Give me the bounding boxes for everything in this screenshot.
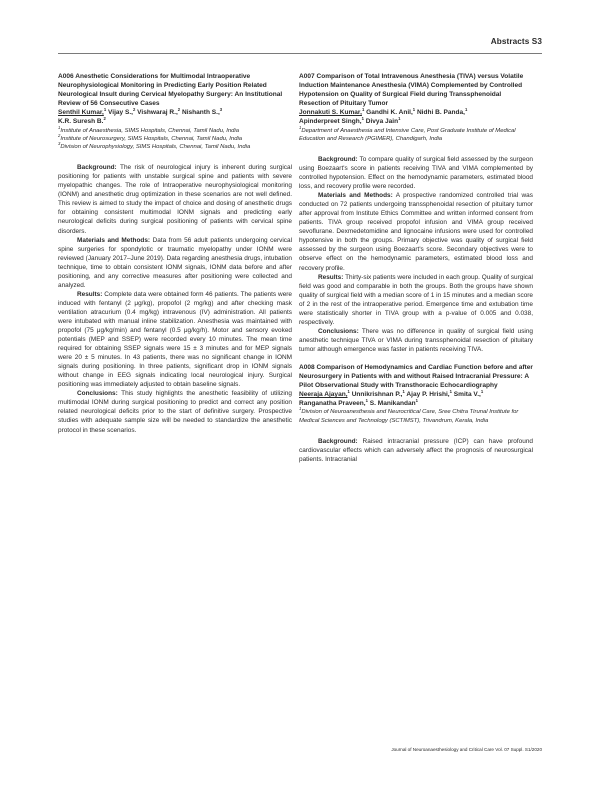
right-column: [299, 72, 533, 464]
a006-background: Background: The risk of neurological injury is inherent during surgical positioning for patients with unstable surgical spine and patients with severe myelopathic changes. The role of Intraoperative neurophysiological monitoring (IONM) and anesthetic drug optimization in these scenarios are not well defined. This review is aimed to study the impact of choice and dosing of anesthetic drugs for obtaining consistent multimodal IONM signals and predicting early neurological deficits during surgical positioning of patients with cervical spine disorders.: [58, 164, 292, 235]
a007-conclusions: Conclusions: There was no difference in quality of surgical field using anesthetic technique TIVA or VIMA during transsphenoidal resection of pituitary tumor although emergence was faster in patients receiving TIVA.: [299, 327, 533, 353]
a007-authors: Jonnakuti S. Kumar,$^1$ Gandhi K. Anil,$^1$ Nidhi B. Panda,$^1$ Apinderpreet Singh,$^1$ Divya Jain$^1$: [299, 107, 468, 126]
a007-methods: Materials and Methods: A prospective randomized controlled trial was conducted on 72 patients undergoing transsphenoidal resection of pituitary tumor after approval from Institute Ethics Committee and written informed consent from patients. TIVA group received propofol infusion and VIMA group received sevoflurane. Dexmedetomidine and lignocaine infusions were used for controlled hypotensive in both the groups. Primary objective was quality of surgical field assessed by the surgeon using Boezaart's score. Secondary objectives were to observe effect on the hemodynamic parameters, estimated blood loss and recovery profile.: [299, 192, 533, 272]
a006-title: A006 Anesthetic Considerations for Multimodal Intraoperative Neurophysiological Monitoring in Predicting Early Position Related Neurological Insult during Cervical Myelopathy Surgery: An Institutional Review of 56 Consecutive Cases: [58, 73, 283, 108]
a008-affiliation-1: $^1$Division of Neuroanesthesia and Neurocritical Care, Sree Chitra Tirunal Institute for Medical Sciences and Technology (SCTIMST), Trivandrum, Kerala, India: [299, 406, 519, 424]
a008-background: Background: Raised intracranial pressure (ICP) can have profound cardiovascular effects which can adversely affect the prognosis of neurosurgical patients. Intracranial: [299, 437, 533, 463]
a006-affiliation-2: $^2$Institute of Neurosurgery, SIMS Hospitals, Chennai, Tamil Nadu, India: [58, 132, 243, 142]
page-header: [0, 37, 600, 51]
a008-authors: Neeraja Ajayan,$^1$ Unnikrishnan P.,$^1$ Ajay P. Hrishi,$^1$ Smita V.,$^1$ Ranganatha Praveen,$^1$ S. Manikandan$^1$: [299, 389, 484, 408]
a006-affiliation-3: $^3$Division of Neurophysiology, SIMS Hospitals, Chennai, Tamil Nadu, India: [58, 141, 251, 150]
a007-author-first: Jonnakuti S. Kumar,: [299, 109, 362, 117]
a007-title: A007 Comparison of Total Intravenous Anesthesia (TIVA) versus Volatile Induction Maintenance Anesthesia (VIMA) Complemented by Controlled Hypotension on Quality of Surgical Field during Transsphenoidal Resection of Pituitary Tumor: [299, 73, 524, 108]
a006-results: Results: Complete data were obtained form 46 patients. The patients were induced with fentanyl (2 μg/kg), propofol (2 mg/kg) and after checking mask ventilation atracurium (0.4 mg/kg) intravenous (IV) administration. All patients were intubated with manual inline stabilization. Anesthesia was maintained with propofol (75 μg/kg/min) and fentanyl (0.5 μg/kg/h). Motor and sensory evoked potentials (MEP and SSEP) were recorded every 10 minutes. The mean time required for obtaining SSEP signals were 15 ± 3 minutes and for MEP signals were 20 ± 5 minutes. In 43 patients, there was no significant change in IONM signals during positioning. In three patients, significant drop in IONM signals without change in EEG signals indicating local neurological injury. Surgical positioning was immediately adjusted to obtain baseline signals.: [58, 290, 292, 389]
a007-affiliation-1: $^1$Department of Anaesthesia and Intensive Care, Post Graduate Institute of Medical Education and Research (PGIMER), Chandigarh, India: [299, 124, 516, 142]
a006-conclusions: Conclusions: This study highlights the anesthetic feasibility of utilizing multimodal IONM during surgical positioning to predict and correct any position related neurological deficits prior to the start of definitive surgery. Prospective studies with adequate sample size will be needed to standardize the anesthetic protocol in these scenarios.: [58, 390, 292, 434]
a008-author-first: Neeraja Ajayan,: [299, 391, 348, 399]
running-head: Abstracts S3: [490, 37, 542, 46]
a006-affiliation-1: $^1$Institute of Anaesthesia, SIMS Hospitals, Chennai, Tamil Nadu, India: [58, 124, 240, 134]
a006-methods: Materials and Methods: Data from 56 adult patients undergoing cervical spine surgeries for spondylotic or traumatic myelopathy under IONM were reviewed (January 2017–June 2019). Data regarding anesthesia drugs, intubation technique, time to obtain consistent IONM signals, IONM data before and after positioning, and any corrective measures after positioning were collected and analyzed.: [58, 236, 292, 289]
a008-title: A008 Comparison of Hemodynamics and Cardiac Function before and after Neurosurgery in Patients with and without Raised Intracranial Pressure: A Pilot Observational Study with Transthoracic Echocardiography: [299, 364, 533, 390]
a006-author-first: Senthil Kumar,: [58, 109, 104, 117]
a006-authors: Senthil Kumar,$^1$ Vijay S.,$^2$ Vishwaraj R.,$^2$ Nishanth S.,$^3$ K.R. Suresh B.$^2$: [58, 107, 223, 126]
header-rule: [58, 53, 542, 54]
left-column: [58, 72, 292, 435]
a007-results: Results: Thirty-six patients were included in each group. Quality of surgical field was good and comparable in both the groups. Both the groups have shown quality of surgical field with a median score of 1 in 15 minutes and a median score of 2 in the rest of the intraoperative period. Emergence time and extubation time were statistically shorter in TIVA group with a p-value of 0.005 and 0.038, respectively.: [299, 273, 533, 326]
page-footer: Journal of Neuroanaesthesiology and Critical Care Vol. 07 Suppl. S1/2020: [391, 747, 542, 752]
a007-background: Background: To compare quality of surgical field assessed by the surgeon using Boezaart's score in patients receiving TIVA and VIMA complemented by controlled hypotension. Effect on the hemodynamic parameters, estimated blood loss, and recovery profile were recorded.: [299, 155, 533, 191]
